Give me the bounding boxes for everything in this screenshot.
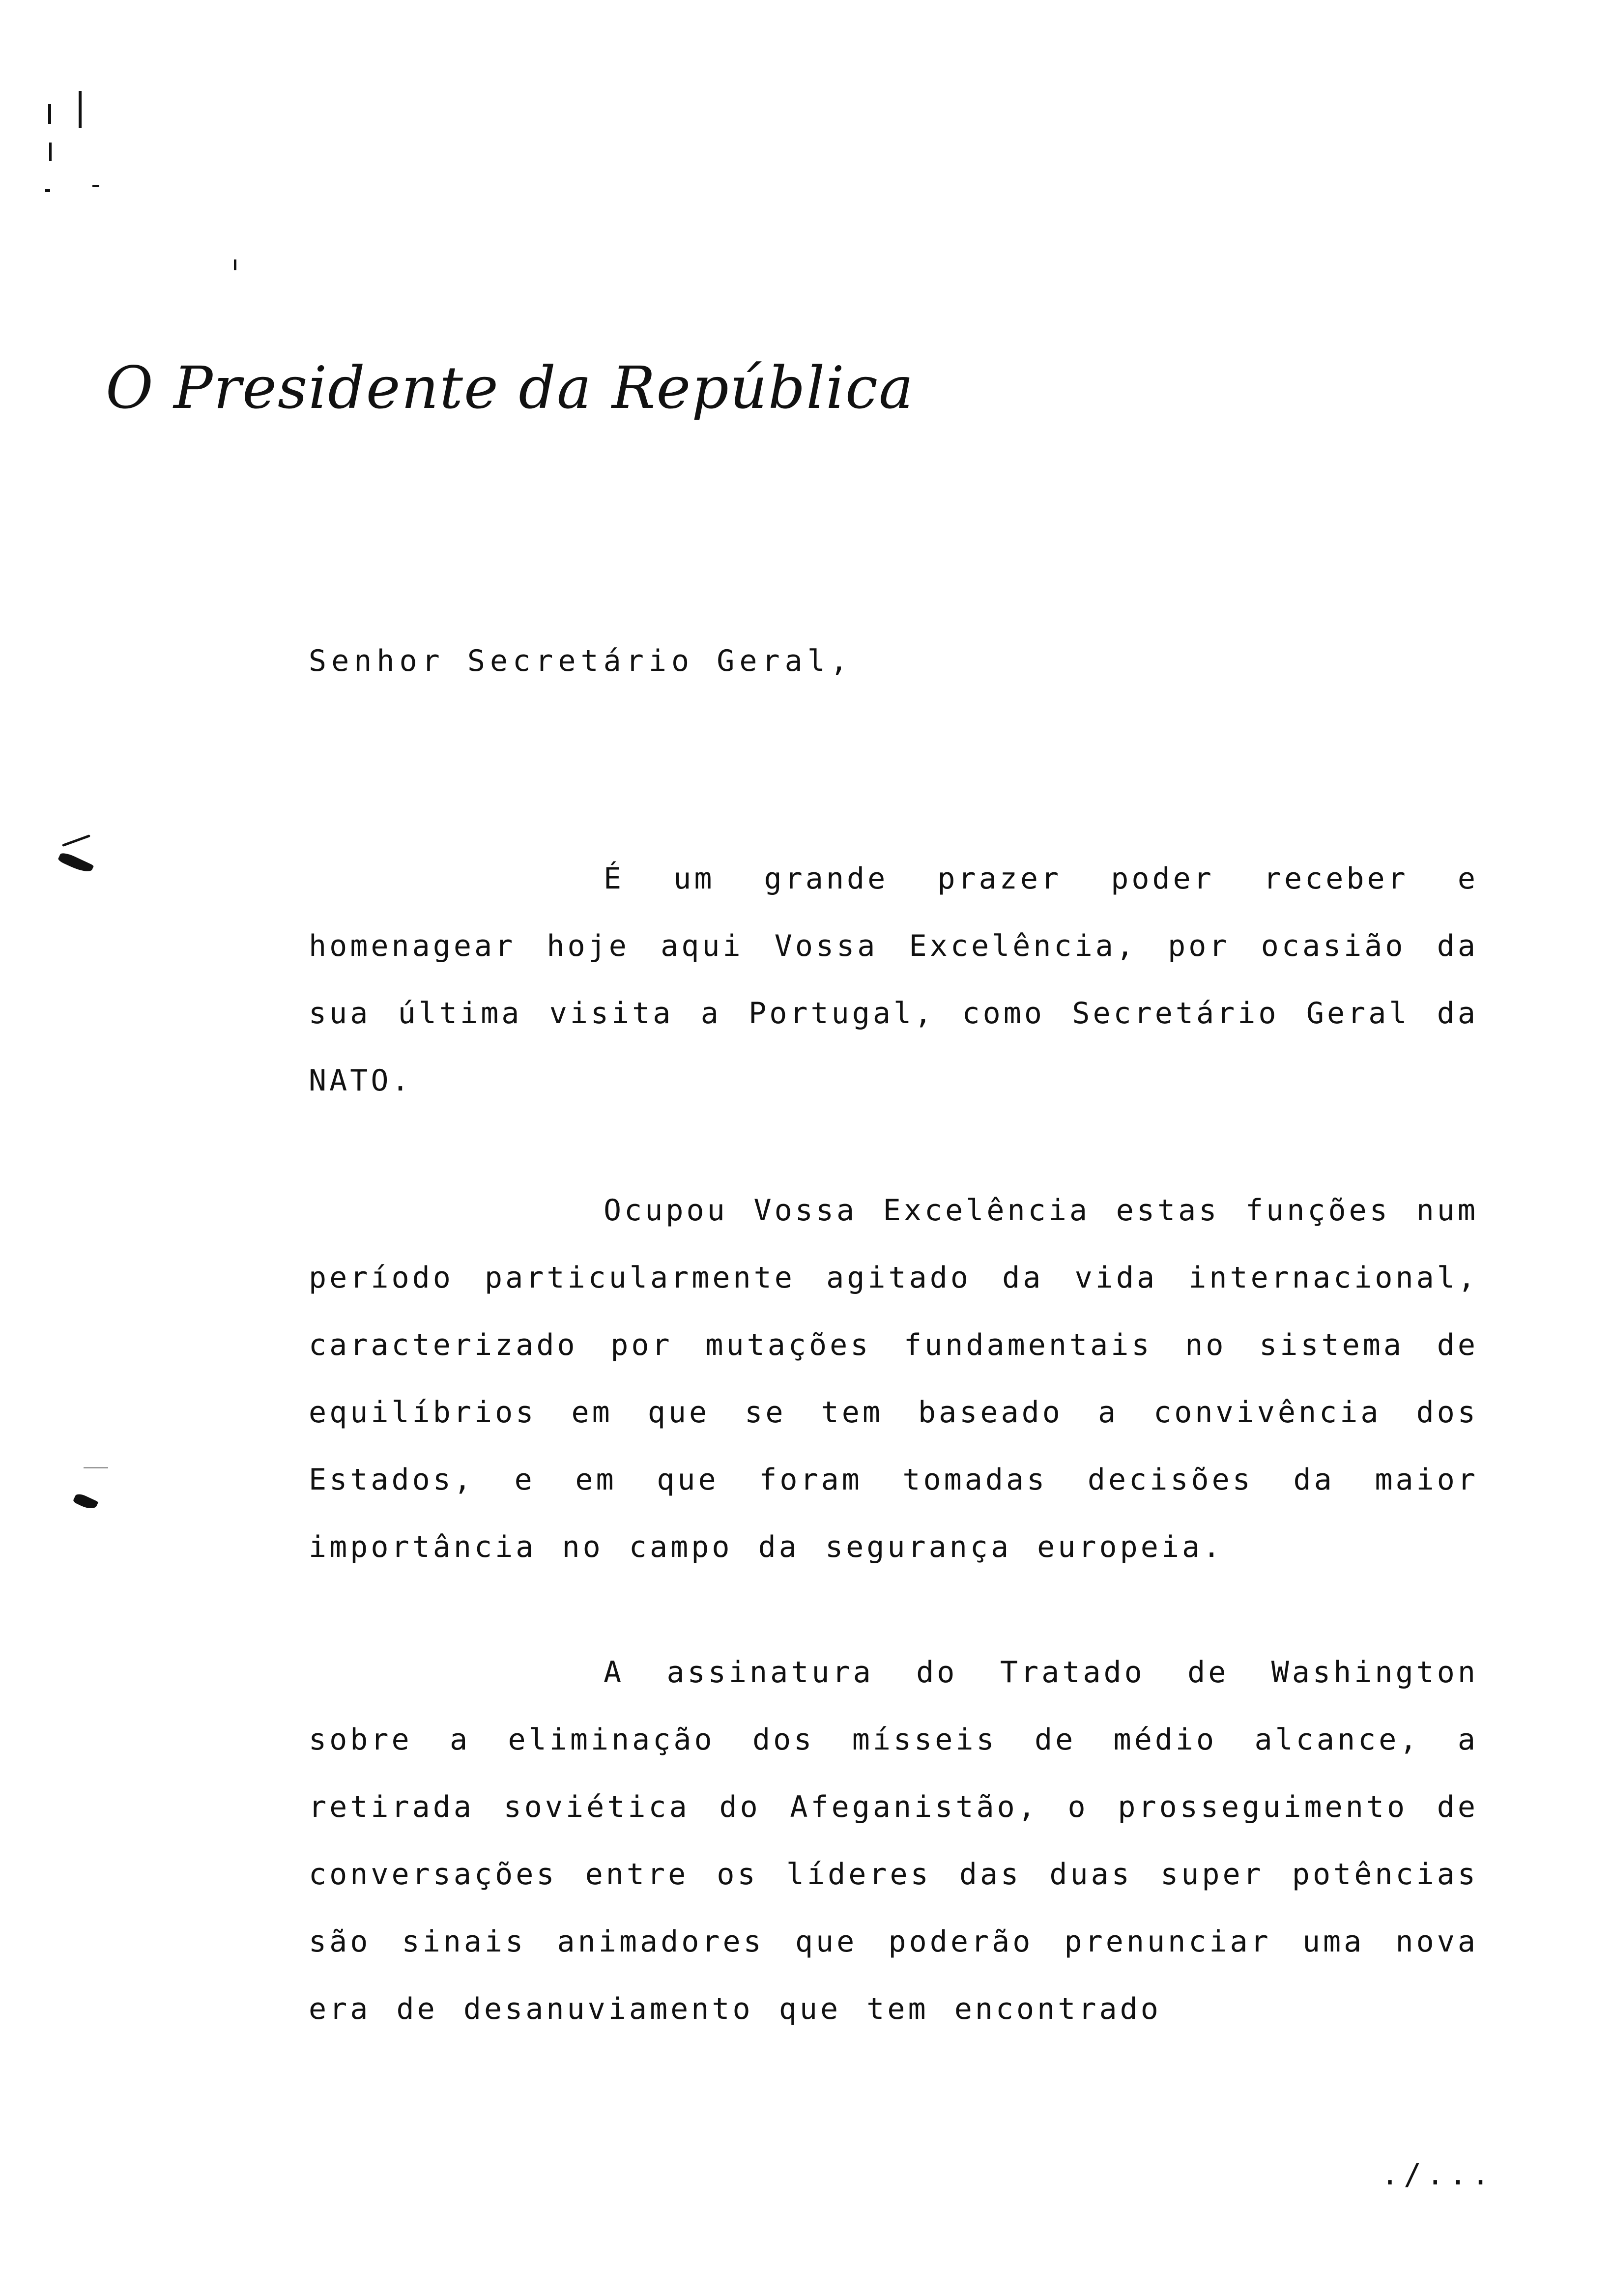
scan-mark <box>48 104 51 124</box>
punch-hole-mark <box>73 1492 99 1512</box>
scan-mark <box>49 143 52 161</box>
scan-mark <box>92 185 99 187</box>
continuation-mark: ./... <box>1381 2157 1495 2192</box>
salutation: Senhor Secretário Geral, <box>309 644 853 678</box>
scan-mark <box>79 91 82 128</box>
punch-hole-mark <box>62 834 90 847</box>
punch-hole-mark <box>84 1467 108 1468</box>
paragraph-text: Ocupou Vossa Excelência estas funções num período particularmente agitado da vida internacional, caracterizado por mutações fundamentais no sistema de equilíbrios em que se tem baseado a convivência dos Estados, e em que foram tomadas decisões da maior importância no campo da segurança europeia. <box>309 1193 1478 1564</box>
scan-mark <box>234 259 236 270</box>
punch-hole-mark <box>58 851 94 875</box>
scan-mark <box>45 189 50 192</box>
paragraph <box>309 1177 1478 1581</box>
paragraph-text: É um grande prazer poder receber e homenagear hoje aqui Vossa Excelência, por ocasião da sua última visita a Portugal, como Secretário Geral da NATO. <box>309 861 1478 1098</box>
letterhead: O Presidente da República <box>106 354 915 422</box>
paragraph-text: A assinatura do Tratado de Washington sobre a eliminação dos mísseis de médio alcance, a retirada soviética do Afeganistão, o prosseguimento de conversações entre os líderes das duas super potências são sinais animadores que poderão prenunciar uma nova era de desanuviamento que tem encontrado <box>309 1655 1478 2026</box>
paragraph <box>309 845 1478 1115</box>
paragraph <box>309 1639 1478 2043</box>
